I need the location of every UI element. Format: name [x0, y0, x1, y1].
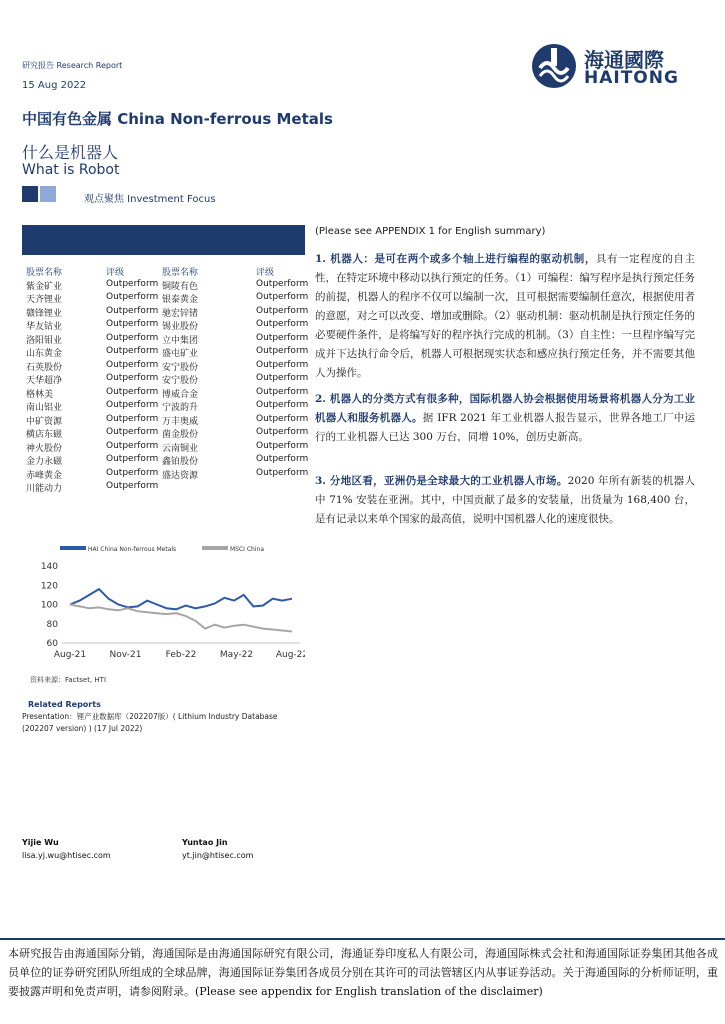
- cell-rating-2: Outperform: [256, 292, 309, 302]
- cell-stock-name-2: 锡业股份: [162, 322, 199, 332]
- cell-stock-name-2: 铜陵有色: [162, 281, 199, 292]
- series-line-msci-china: [70, 605, 292, 632]
- cell-stock-name-2: 银泰黄金: [162, 295, 199, 305]
- table-row: [22, 467, 309, 482]
- table-row: [22, 319, 309, 333]
- cell-stock-name-2: 安宁股份: [162, 362, 199, 373]
- header-stock-name-2: 股票名称: [162, 268, 199, 278]
- point-1-body: 具有一定程度的自主性，在特定环境中移动以执行预定的任务。（1）可编程：编写程序是执行预定任务的前提，机器人的程序不仅可以编制一次，且可根据需要编制任意次，根据使用者的意愿，对之可以改变、增加或删除。（2）驱动机制：驱动机制是执行预定任务的必要硬件条件，是将编写好的程序执行完成的机制。（3）自主性：一旦程序编写完成并下达执行命令后，机器人可根据现实状态和感应执行预定任务，并不需要其他人为操作。: [315, 253, 695, 379]
- cell-stock-name: 天齐锂业: [26, 295, 63, 305]
- cell-rating-2: Outperform: [256, 359, 309, 370]
- x-tick-label: Nov-21: [109, 650, 142, 660]
- cell-stock-name: 横店东磁: [26, 430, 63, 440]
- cell-stock-name-2: 驰宏锌锗: [162, 308, 199, 319]
- table-body: [22, 278, 309, 495]
- author-1-name: Yijie Wu: [22, 838, 59, 847]
- cell-stock-name-2: 安宁股份: [162, 376, 199, 386]
- performance-chart-svg: [22, 538, 305, 668]
- cell-stock-name-2: 宁波韵升: [162, 403, 199, 413]
- footer-divider: [0, 938, 725, 940]
- table-row: [22, 305, 309, 320]
- cell-rating: Outperform: [106, 346, 159, 356]
- rating-table: [22, 265, 309, 495]
- cell-rating: Outperform: [106, 292, 159, 302]
- header-rating: 评级: [106, 268, 125, 278]
- performance-chart: [22, 538, 305, 668]
- y-tick-label: 100: [40, 600, 58, 611]
- table-row: [22, 346, 309, 360]
- logo-cn-text: 海通國際: [584, 48, 664, 72]
- english-summary-note: (Please see APPENDIX 1 for English summary): [315, 226, 546, 237]
- cell-rating-2: Outperform: [256, 454, 309, 464]
- cell-rating-2: Outperform: [256, 319, 309, 329]
- dark-square: [22, 186, 38, 202]
- x-tick-label: Feb-22: [165, 650, 197, 660]
- cell-rating-2: Outperform: [256, 427, 309, 437]
- point-2-lead: 2. 机器人的分类方式有很多种，国际机器人协会根据使用场景将机器人分为工业机器人和服务机器人。: [315, 393, 695, 424]
- cell-stock-name: 山东黄金: [26, 349, 63, 359]
- table-row: [22, 400, 309, 414]
- cell-rating: Outperform: [106, 305, 159, 316]
- cell-rating-2: Outperform: [256, 400, 309, 410]
- point-3-lead: 3. 分地区看，亚洲仍是全球最大的工业机器人市场。: [315, 475, 568, 487]
- left-header-bar: [22, 225, 305, 255]
- haitong-logo: [530, 42, 680, 90]
- legend-label: MSCI China: [230, 546, 264, 553]
- cell-stock-name-2: 博威合金: [162, 389, 199, 400]
- point-1: [315, 250, 695, 383]
- cell-rating: Outperform: [106, 440, 159, 451]
- cell-rating: Outperform: [106, 332, 159, 343]
- cell-stock-name-2: 盛屯矿业: [162, 349, 199, 359]
- cell-rating: Outperform: [106, 427, 159, 437]
- point-2-body: 据 IFR 2021 年工业机器人报告显示，世界各地工厂中运行的工业机器人已达 300 万台，同增 10%，创历史新高。: [315, 412, 696, 443]
- cell-rating: Outperform: [106, 386, 159, 397]
- x-tick-label: Aug-22: [275, 650, 305, 660]
- cell-rating-2: Outperform: [256, 467, 309, 478]
- cell-stock-name: 格林美: [26, 389, 54, 400]
- table-row: [22, 292, 309, 306]
- cell-rating: Outperform: [106, 481, 159, 491]
- table-row: [22, 413, 309, 428]
- cell-stock-name-2: 菌金股份: [162, 430, 199, 440]
- x-tick-label: Aug-21: [53, 650, 87, 660]
- cell-rating: Outperform: [106, 467, 159, 478]
- author-1-email[interactable]: lisa.yj.wu@htisec.com: [22, 851, 111, 860]
- report-date: 15 Aug 2022: [22, 80, 87, 91]
- table-row: [22, 454, 309, 468]
- chart-source: 资料来源：Factset, HTI: [30, 676, 107, 684]
- table-header-row: [22, 265, 305, 279]
- cell-stock-name: 赣锋锂业: [26, 308, 63, 319]
- series-line-hai-china-nonferrous: [70, 589, 292, 609]
- point-3: [315, 472, 695, 529]
- cell-stock-name: 金力永磁: [26, 457, 63, 467]
- cell-rating: Outperform: [106, 400, 159, 410]
- point-1-lead: 1. 机器人：是可在两个或多个轴上进行编程的驱动机制，: [315, 253, 596, 265]
- cell-rating-2: Outperform: [256, 346, 309, 356]
- table-row: [22, 373, 309, 387]
- cell-stock-name: 南山铝业: [26, 403, 63, 413]
- y-tick-label: 140: [40, 562, 58, 572]
- related-reports-heading: Related Reports: [28, 700, 101, 709]
- author-2-email[interactable]: yt.jin@htisec.com: [182, 851, 254, 860]
- cell-rating-2: Outperform: [256, 413, 309, 424]
- cell-stock-name: 赤峰黄金: [26, 470, 63, 481]
- cell-rating: Outperform: [106, 278, 159, 289]
- cell-stock-name: 中矿资源: [26, 416, 63, 427]
- cell-rating-2: Outperform: [256, 440, 309, 451]
- y-tick-label: 80: [46, 619, 58, 630]
- sector-title: 中国有色金属 China Non-ferrous Metals: [22, 110, 333, 128]
- header-stock-name: 股票名称: [26, 268, 63, 278]
- investment-focus-label: 观点聚焦 Investment Focus: [84, 194, 216, 205]
- legend-label: HAI China Non-ferrous Metals: [88, 546, 177, 553]
- cell-rating-2: Outperform: [256, 305, 309, 316]
- cell-stock-name: 华友钴业: [26, 322, 63, 332]
- cell-rating: Outperform: [106, 413, 159, 424]
- haitong-logo-icon: [530, 42, 578, 90]
- logo-en-text: HAITONG: [584, 68, 679, 88]
- cell-rating-2: Outperform: [256, 373, 309, 383]
- cell-rating: Outperform: [106, 319, 159, 329]
- cell-stock-name-2: 云南铜业: [162, 443, 199, 454]
- cell-rating: Outperform: [106, 454, 159, 464]
- cell-rating-2: Outperform: [256, 332, 309, 343]
- author-2-name: Yuntao Jin: [182, 838, 228, 847]
- header-rating-2: 评级: [256, 268, 275, 278]
- cell-stock-name: 紫金矿业: [26, 281, 63, 292]
- disclaimer-footer: 本研究报告由海通国际分销，海通国际是由海通国际研究有限公司，海通证券印度私人有限公司，海通国际株式会社和海通国际证券集团其他各成员单位的证券研究团队所组成的全球品牌，海通国际证券集团各成员分别在其许可的司法管辖区内从事证券活动。关于海通国际的分析师证明，重要披露声明和免责声明，请参阅附录。(Please see appendix for English translation of the disclaimer): [8, 947, 718, 998]
- y-tick-label: 60: [46, 639, 58, 649]
- table-row: [22, 440, 309, 455]
- table-row: [22, 427, 309, 441]
- report-title-en: What is Robot: [22, 162, 120, 178]
- report-title-cn: 什么是机器人: [22, 143, 119, 162]
- point-3-body: 2020 年所有新装的机器人中 71% 安装在亚洲。其中，中国贡献了最多的安装量，出货量为 168,400 台，是有记录以来单个国家的最高值，说明中国机器人化的速度很快。: [315, 475, 695, 525]
- cell-stock-name: 石英股份: [26, 362, 63, 373]
- cell-rating-2: Outperform: [256, 278, 309, 289]
- cell-stock-name-2: 万丰奥威: [162, 416, 199, 427]
- cell-stock-name-2: 鑫铂股份: [162, 457, 199, 467]
- table-row: [22, 481, 305, 495]
- cell-rating: Outperform: [106, 373, 159, 383]
- x-tick-label: May-22: [219, 650, 254, 660]
- cell-stock-name: 洛阳钼业: [26, 335, 63, 346]
- cell-stock-name-2: 盛达资源: [162, 470, 199, 481]
- cell-rating-2: Outperform: [256, 386, 309, 397]
- light-square: [40, 186, 56, 202]
- cell-stock-name-2: 立中集团: [162, 335, 199, 346]
- point-2: [315, 390, 695, 447]
- table-row: [22, 332, 309, 347]
- table-row: [22, 278, 309, 293]
- cell-stock-name: 天华超净: [26, 376, 63, 386]
- table-row: [22, 359, 309, 374]
- table-row: [22, 386, 309, 401]
- cell-stock-name: 川能动力: [26, 484, 63, 494]
- related-report-item[interactable]: Presentation：锂产业数据库（202207版）( Lithium Industry Database (202207 version) ) (17 Jul 2022): [22, 712, 278, 733]
- cell-rating: Outperform: [106, 359, 159, 370]
- cell-stock-name: 神火股份: [26, 443, 63, 454]
- y-tick-label: 120: [40, 581, 58, 592]
- report-type-label: 研究报告 Research Report: [22, 61, 123, 70]
